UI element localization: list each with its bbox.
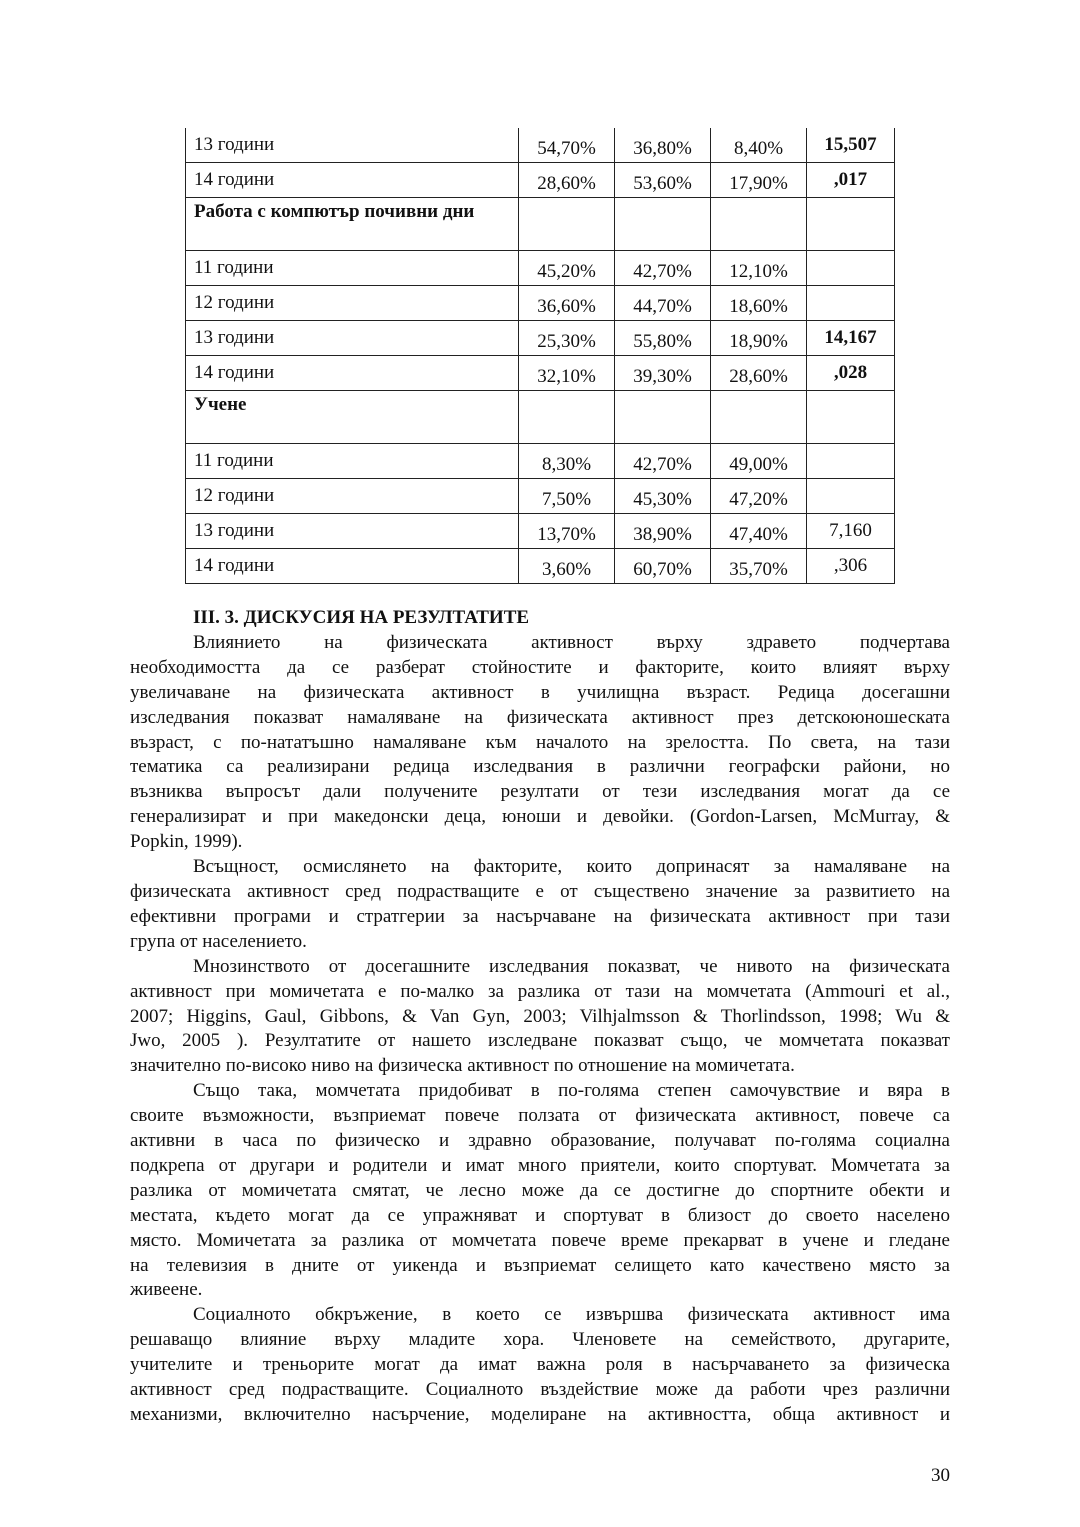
row-label: 11 години — [186, 444, 519, 479]
percent-cell: 36,80% — [615, 128, 711, 163]
percent-cell: 38,90% — [615, 514, 711, 549]
percent-cell: 28,60% — [711, 356, 807, 391]
row-label: 14 години — [186, 549, 519, 584]
text-line: 2007; Higgins, Gaul, Gibbons, & Van Gyn, 2003; Vilhjalmsson & Thorlindsson, 1998; Wu & — [130, 1005, 950, 1027]
percent-cell — [615, 391, 711, 444]
section-heading: III. 3. ДИСКУСИЯ НА РЕЗУЛТАТИТЕ — [193, 607, 530, 628]
text-line: Popkin, 1999). — [130, 831, 243, 853]
stat-cell — [807, 251, 895, 286]
percent-cell: 7,50% — [519, 479, 615, 514]
paragraph — [130, 631, 950, 855]
percent-cell: 47,40% — [711, 514, 807, 549]
percent-cell — [615, 198, 711, 251]
percent-cell: 18,60% — [711, 286, 807, 321]
row-label: Учене — [186, 391, 519, 444]
table-row — [186, 479, 895, 514]
text-line: активност при момичетата е по-малко за разлика от тази на момчетата (Ammouri et al., — [130, 980, 950, 1002]
table-row — [186, 251, 895, 286]
stat-cell — [807, 391, 895, 444]
percent-cell: 8,40% — [711, 128, 807, 163]
text-line: Също така, момчетата придобиват в по-голяма степен самочувствие и вяра в — [193, 1080, 950, 1102]
stat-cell: 7,160 — [807, 514, 895, 549]
text-line: група от населението. — [130, 930, 307, 952]
text-line: Мнозинството от досегашните изследвания показват, че нивото на физическата — [193, 955, 950, 977]
row-label: 13 години — [186, 321, 519, 356]
percent-cell: 55,80% — [615, 321, 711, 356]
stat-cell: 15,507 — [807, 128, 895, 163]
text-line: място. Момичетата за разлика от момчетата повече време прекарват в учене и гледане — [130, 1229, 950, 1251]
paragraph — [130, 955, 950, 1080]
table-section-row — [186, 198, 895, 251]
text-line: тематика са реализирани редица изследвания в различни географски райони, но — [130, 756, 950, 778]
text-line: генерализират и при македонски деца, юноши и девойки. (Gordon-Larsen, McMurray, & — [130, 806, 950, 828]
text-line: разлика от момичетата смятат, че лесно може да се достигне до спортните обекти и — [130, 1179, 950, 1201]
text-line: подкрепа от другари и родители и имат много приятели, които спортуват. Момчетата за — [130, 1154, 950, 1176]
row-label: 14 години — [186, 163, 519, 198]
percent-cell: 28,60% — [519, 163, 615, 198]
text-line: ефективни програми и стратгерии за насърчаване на физическата активност при тази — [130, 905, 950, 927]
text-line: Всъщност, осмислянето на факторите, които допринасят за намаляване на — [193, 856, 950, 878]
stat-cell: 14,167 — [807, 321, 895, 356]
text-line: активност сред подрастващите. Социалното въздействие може да работи чрез различни — [130, 1379, 950, 1401]
text-line: Jwo, 2005 ). Резултатите от нашето изследване показват също, че момчетата показват — [130, 1030, 950, 1052]
table-row — [186, 549, 895, 584]
text-line: активни в часа по физическо и здравно образование, получават по-голяма социална — [130, 1130, 950, 1152]
row-label: 13 години — [186, 514, 519, 549]
stat-cell: ,028 — [807, 356, 895, 391]
percent-cell: 60,70% — [615, 549, 711, 584]
paragraph — [130, 1079, 950, 1303]
text-line: учителите и треньорите могат да имат важна роля в насърчаването за физическа — [130, 1354, 950, 1376]
stat-cell: ,306 — [807, 549, 895, 584]
percent-cell: 45,30% — [615, 479, 711, 514]
row-label: Работа с компютър почивни дни — [186, 198, 519, 251]
percent-cell: 8,30% — [519, 444, 615, 479]
text-line: възниква въпросът дали получените резултати от тези изследвания могат да се — [130, 781, 950, 803]
stat-cell: ,017 — [807, 163, 895, 198]
results-table — [185, 128, 895, 584]
stat-cell — [807, 198, 895, 251]
table-section-row — [186, 391, 895, 444]
table-row — [186, 321, 895, 356]
text-line: физическата активност сред подрастващите е от съществено значение за развитието на — [130, 880, 950, 902]
percent-cell: 44,70% — [615, 286, 711, 321]
percent-cell: 42,70% — [615, 251, 711, 286]
text-line: живеене. — [130, 1279, 203, 1301]
text-line: увеличаване на физическата активност в училищна възраст. Редица досегашни — [130, 681, 950, 703]
table-row — [186, 444, 895, 479]
paragraph — [130, 855, 950, 955]
percent-cell: 42,70% — [615, 444, 711, 479]
paragraph — [130, 1303, 950, 1428]
table-row — [186, 356, 895, 391]
stat-cell — [807, 444, 895, 479]
percent-cell — [519, 198, 615, 251]
percent-cell: 13,70% — [519, 514, 615, 549]
table-row — [186, 163, 895, 198]
text-line: значително по-високо ниво на физическа активност по отношение на момичетата. — [130, 1055, 795, 1077]
row-label: 13 години — [186, 128, 519, 163]
text-line: механизми, включително насърчение, моделиране на активността, обща активност и — [130, 1404, 950, 1425]
percent-cell: 12,10% — [711, 251, 807, 286]
percent-cell: 18,90% — [711, 321, 807, 356]
percent-cell — [711, 391, 807, 444]
row-label: 14 години — [186, 356, 519, 391]
text-line: изследвания показват намаляване на физическата активност през детскоюношеската — [130, 706, 950, 728]
percent-cell: 36,60% — [519, 286, 615, 321]
percent-cell — [711, 198, 807, 251]
text-line: на телевизия в дните от уикенда и възприемат селището като качествено място за — [130, 1254, 950, 1276]
percent-cell: 54,70% — [519, 128, 615, 163]
percent-cell — [519, 391, 615, 444]
percent-cell: 35,70% — [711, 549, 807, 584]
stat-cell — [807, 479, 895, 514]
percent-cell: 45,20% — [519, 251, 615, 286]
percent-cell: 25,30% — [519, 321, 615, 356]
percent-cell: 53,60% — [615, 163, 711, 198]
text-line: местата, където могат да се упражняват и спортуват в близост до своето населено — [130, 1204, 950, 1226]
percent-cell: 47,20% — [711, 479, 807, 514]
percent-cell: 32,10% — [519, 356, 615, 391]
stat-cell — [807, 286, 895, 321]
table-row — [186, 514, 895, 549]
table-row — [186, 128, 895, 163]
percent-cell: 3,60% — [519, 549, 615, 584]
table-row — [186, 286, 895, 321]
row-label: 12 години — [186, 479, 519, 514]
text-line: възраст, с по-нататъшно намаляване към началото на зрелостта. По света, на тази — [130, 731, 950, 753]
text-line: решаващо влияние върху младите хора. Членовете на семейството, другарите, — [130, 1329, 950, 1351]
text-line: Влиянието на физическата активност върху здравето подчертава — [193, 631, 950, 653]
text-line: своите възможности, възприемат повече ползата от физическата активност, повече са — [130, 1105, 950, 1127]
percent-cell: 49,00% — [711, 444, 807, 479]
page-number: 30 — [931, 1465, 950, 1486]
percent-cell: 17,90% — [711, 163, 807, 198]
row-label: 12 години — [186, 286, 519, 321]
row-label: 11 години — [186, 251, 519, 286]
discussion-section — [130, 606, 950, 1428]
text-line: необходимостта да се разберат стойностите и факторите, които влияят върху — [130, 656, 950, 678]
text-line: Социалното обкръжение, в което се извършва физическата активност има — [193, 1304, 950, 1326]
percent-cell: 39,30% — [615, 356, 711, 391]
